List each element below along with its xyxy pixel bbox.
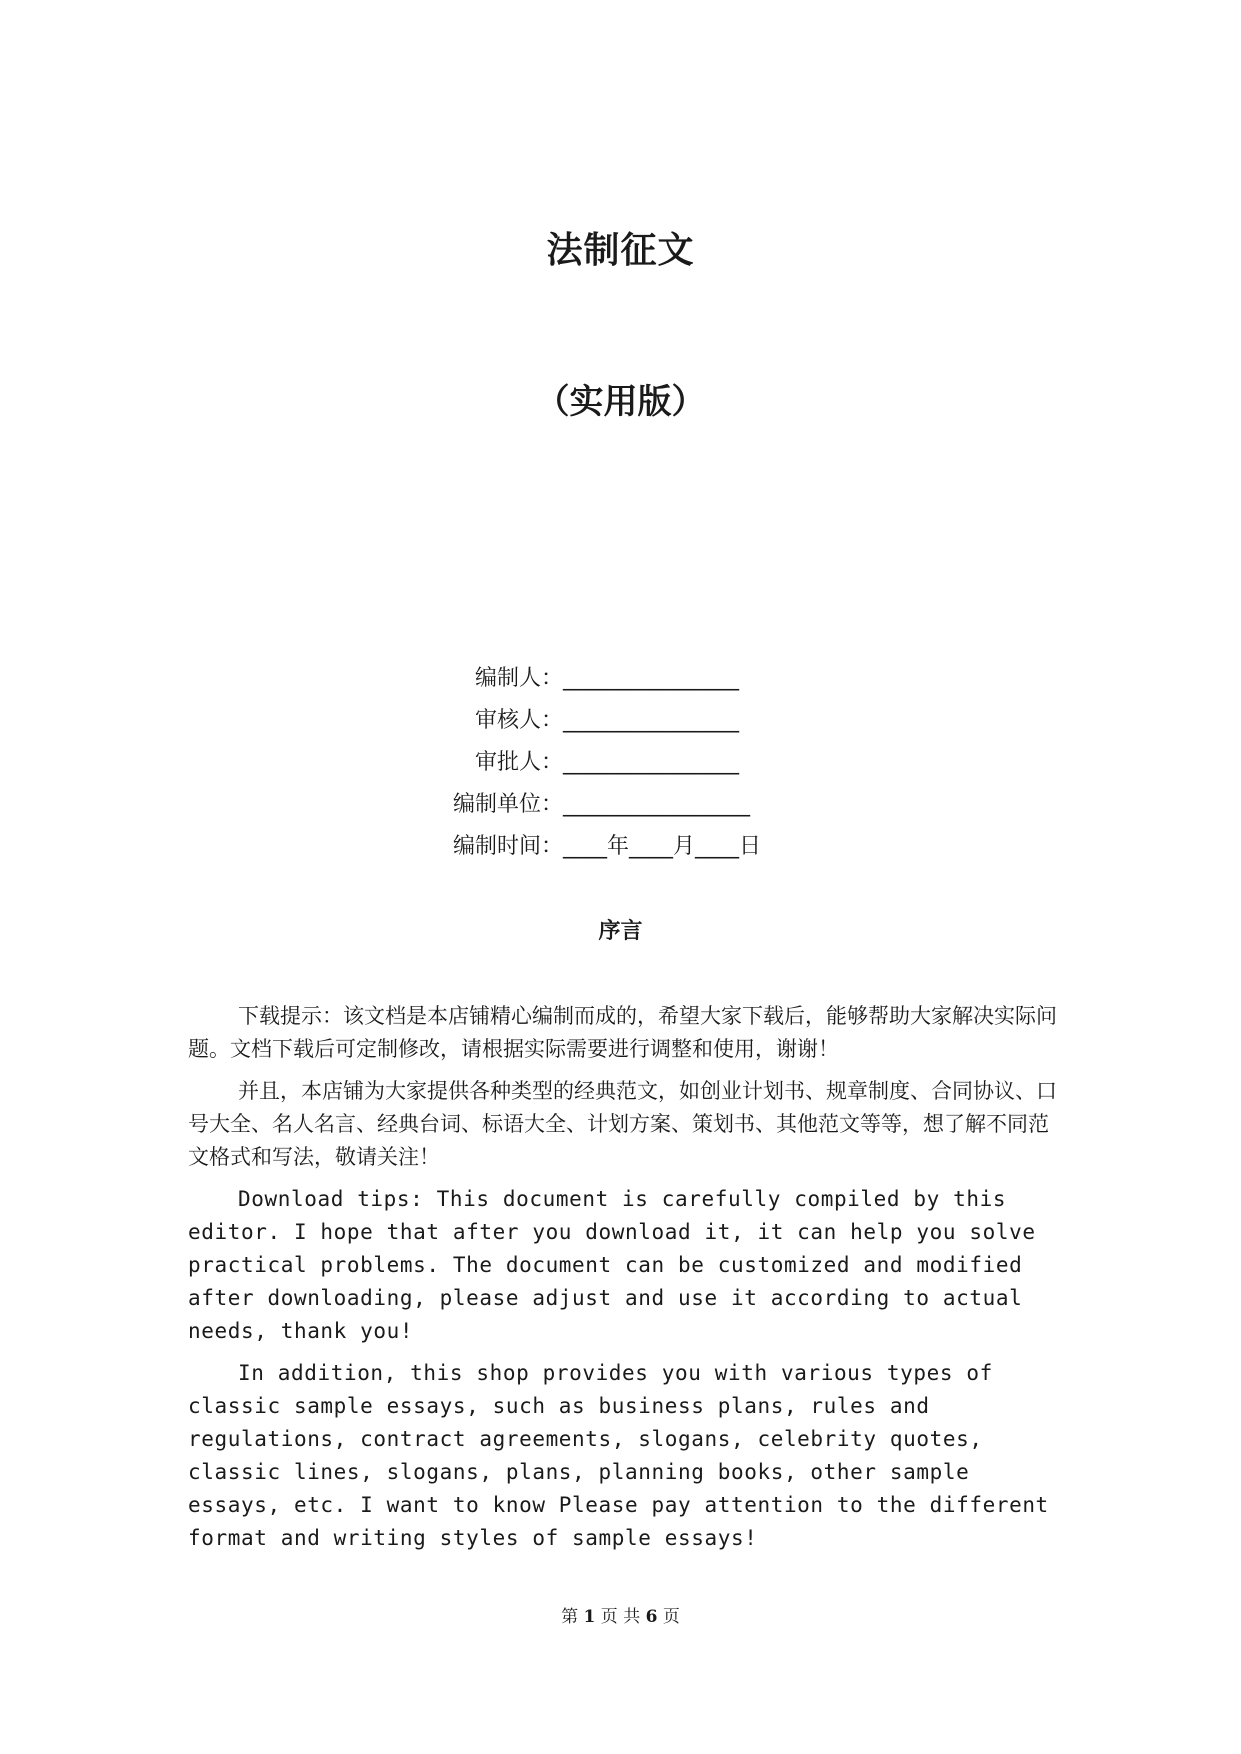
field-row-compiler <box>438 658 761 700</box>
field-row-approver <box>438 742 761 784</box>
field-label: 审批人： <box>474 750 563 775</box>
footer-page-number: 1 <box>583 1607 596 1627</box>
preface-body <box>188 1000 1058 1564</box>
field-row-reviewer <box>438 700 761 742</box>
field-blank: ____年____月____日 <box>563 834 762 859</box>
footer-middle: 页 共 <box>600 1607 641 1627</box>
document-title: 法制征文 <box>546 229 695 271</box>
field-blank: _________________ <box>563 792 750 817</box>
field-label: 编制人： <box>474 666 563 691</box>
page-footer <box>0 1602 1241 1627</box>
field-label: 编制单位： <box>452 792 563 817</box>
field-blank: ________________ <box>563 708 739 733</box>
document-subtitle: （实用版） <box>535 382 706 422</box>
field-label: 审核人： <box>474 708 563 733</box>
paragraph-shop-info-en: In addition, this shop provides you with various types of classic sample essays, such as business plans, rules and regulations, contract agreements, slogans, celebrity quotes, classic lines, slogans, plans, planning books, other sample essays, etc. I want to know Please pay attention to the different format and writing styles of sample essays! <box>188 1361 1049 1550</box>
field-blank: ________________ <box>563 666 739 691</box>
preface-heading: 序言 <box>598 918 643 944</box>
field-row-unit <box>438 784 761 826</box>
footer-suffix: 页 <box>662 1607 680 1627</box>
paragraph-download-tip-cn: 下载提示：该文档是本店铺精心编制而成的，希望大家下载后，能够帮助大家解决实际问题。文档下载后可定制修改，请根据实际需要进行调整和使用，谢谢！ <box>188 1004 1057 1061</box>
field-label: 编制时间： <box>452 834 563 859</box>
field-blank: ________________ <box>563 750 739 775</box>
field-row-date <box>438 826 761 868</box>
footer-prefix: 第 <box>561 1607 579 1627</box>
paragraph-download-tip-en: Download tips: This document is carefully compiled by this editor. I hope that after you download it, it can help you solve practical problems. The document can be customized and modified after downloading, please adjust and use it according to actual needs, thank you! <box>188 1187 1036 1343</box>
footer-total-pages: 6 <box>645 1607 658 1627</box>
paragraph-shop-info-cn: 并且，本店铺为大家提供各种类型的经典范文，如创业计划书、规章制度、合同协议、口号大全、名人名言、经典台词、标语大全、计划方案、策划书、其他范文等等，想了解不同范文格式和写法，敬请关注！ <box>188 1079 1057 1169</box>
signature-fields <box>438 658 761 868</box>
